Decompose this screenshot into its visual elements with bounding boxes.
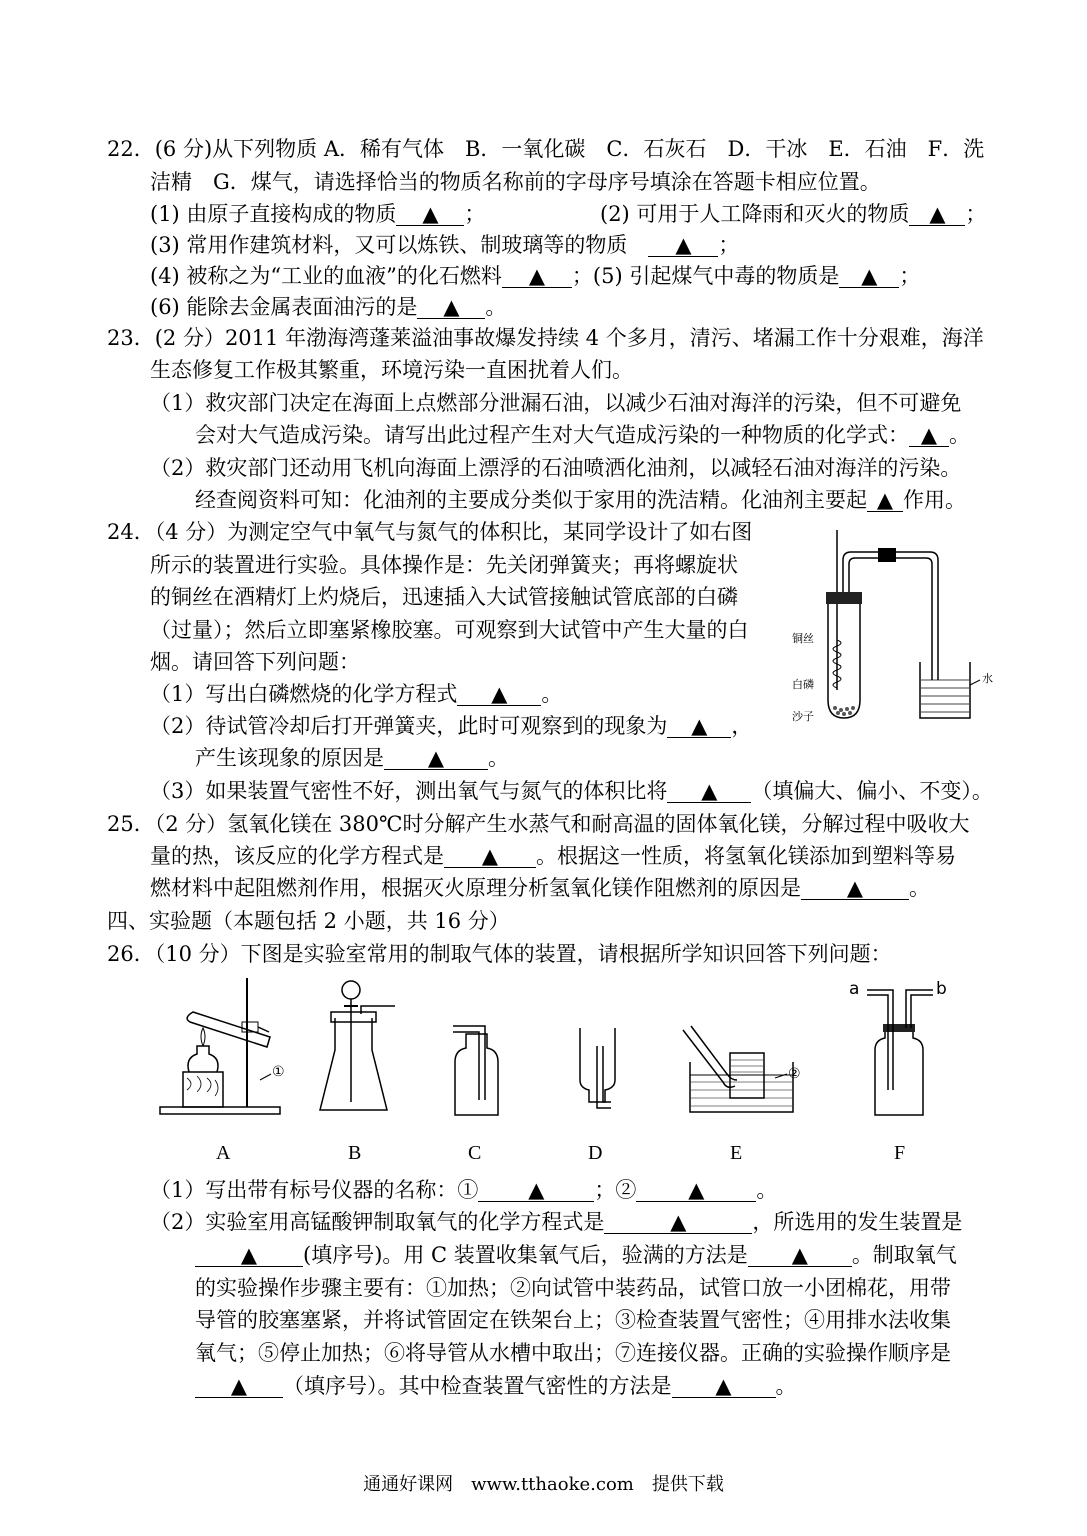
answer-blank[interactable]: ▲	[195, 1376, 283, 1398]
q23-sub1b: 会对大气造成污染。请写出此过程产生对大气造成污染的一种物质的化学式： ▲ 。	[195, 423, 970, 447]
answer-blank[interactable]: ▲	[636, 1180, 756, 1202]
answer-blank[interactable]: ▲	[648, 235, 718, 257]
label-e: E	[730, 1142, 743, 1164]
apparatus-a-icon	[160, 978, 285, 1114]
q24-sub2a: （2）待试管冷却后打开弹簧夹，此时可观察到的现象为 ▲ ，	[150, 714, 753, 738]
q23-line2: 生态修复工作极其繁重，环境污染一直困扰着人们。	[150, 358, 633, 382]
answer-blank[interactable]: ▲	[396, 204, 464, 226]
q25-line2b-text: 。根据这一性质，将氢氧化镁添加到塑料等易	[536, 844, 956, 868]
q23-sub2c-text: 作用。	[903, 488, 966, 512]
q22-sub5-text: (5) 引起煤气中毒的物质是	[592, 264, 840, 288]
q22-sub4-text: (4) 被称之为“工业的血液”的化石燃料	[150, 264, 502, 288]
q26-sub2b	[195, 1245, 957, 1267]
q25-line3-text: 燃材料中起阻燃剂作用，根据灭火原理分析氢氧化镁作阻燃剂的原因是	[150, 876, 801, 900]
q23-sub1b-text: 会对大气造成污染。请写出此过程产生对大气造成污染的一种物质的化学式：	[195, 423, 909, 447]
q22-sub3-text: (3) 常用作建筑材料，又可以炼铁、制玻璃等的物质	[150, 233, 628, 257]
q24-line5: 烟。请回答下列问题：	[150, 650, 360, 674]
q25-line2a-text: 量的热，该反应的化学方程式是	[150, 844, 444, 868]
q23-sub1a: （1）救灾部门决定在海面上点燃部分泄漏石油，以减少石油对海洋的污染，但不可避免	[150, 391, 962, 415]
label-phosphorus: 白磷	[792, 678, 814, 691]
answer-blank[interactable]: ▲	[667, 781, 751, 803]
q26-sub1: （1）写出带有标号仪器的名称：① ▲ ；② ▲ 。	[150, 1178, 778, 1202]
q22-sub4: (4) 被称之为“工业的血液”的化石燃料 ▲ ；(5) 引起煤气中毒的物质是 ▲ ；	[150, 264, 921, 288]
answer-blank[interactable]: ▲	[839, 266, 899, 288]
beaker-icon	[920, 662, 970, 718]
q26-sub2e: 氧气；⑤停止加热；⑥将导管从水槽中取出；⑦连接仪器。正确的实验操作顺序是	[195, 1341, 951, 1365]
marker-1: ①	[272, 1064, 285, 1080]
marker-2: ②	[788, 1066, 801, 1082]
q23-sub2b-text: 经查阅资料可知：化油剂的主要成分类似于家用的洗洁精。化油剂主要起	[195, 488, 867, 512]
label-copper: 铜丝	[792, 632, 814, 645]
q22-sub2: (2) 可用于人工降雨和灭火的物质 ▲ ；	[600, 202, 987, 226]
q24-sub2b: 产生该现象的原因是 ▲ 。	[195, 746, 509, 770]
q26-sub1b-text: ；②	[594, 1178, 637, 1202]
q24-sub2a-text: （2）待试管冷却后打开弹簧夹，此时可观察到的现象为	[150, 714, 668, 738]
section-heading: 四、实验题（本题包括 2 小题，共 16 分）	[107, 909, 510, 933]
q26-sub2b2-text: 。制取氧气	[851, 1243, 957, 1267]
answer-blank[interactable]: ▲	[909, 204, 965, 226]
q26-sub2a2-text: ，所选用的发生装置是	[752, 1210, 963, 1234]
apparatus-f-icon	[849, 979, 947, 1115]
page-footer: 通通好课网 www.tthaoke.com 提供下载	[363, 1474, 724, 1495]
q22-sub1-text: (1) 由原子直接构成的物质	[150, 202, 397, 226]
answer-blank[interactable]: ▲	[502, 266, 572, 288]
answer-blank[interactable]: ▲	[672, 1376, 776, 1398]
label-sand: 沙子	[792, 710, 814, 723]
q25-line3: 燃材料中起阻燃剂作用，根据灭火原理分析氢氧化镁作阻燃剂的原因是 ▲ 。	[150, 876, 930, 900]
q26-sub2c: 的实验操作步骤主要有：①加热；②向试管中装药品，试管口放一小团棉花，用带	[195, 1276, 951, 1300]
label-d: D	[588, 1142, 603, 1164]
q24-sub3-text: （3）如果装置气密性不好，测出氧气与氮气的体积比将	[150, 779, 668, 803]
q24-line2: 所示的装置进行实验。具体操作是：先关闭弹簧夹；再将螺旋状	[150, 553, 738, 577]
answer-blank[interactable]: ▲	[195, 1245, 303, 1267]
answer-blank[interactable]: ▲	[478, 1180, 594, 1202]
q22-sub3: (3) 常用作建筑材料，又可以炼铁、制玻璃等的物质 ▲ ；	[150, 233, 740, 257]
answer-blank[interactable]: ▲	[909, 425, 949, 447]
apparatus-d-icon	[580, 1028, 615, 1108]
q22-sub6-text: (6) 能除去金属表面油污的是	[150, 295, 418, 319]
answer-blank[interactable]: ▲	[604, 1212, 752, 1234]
q22-sub2-text: (2) 可用于人工降雨和灭火的物质	[600, 202, 910, 226]
label-f: F	[894, 1142, 906, 1164]
port-b: b	[936, 979, 947, 999]
q22-line1: 22．(6 分)从下列物质 A．稀有气体 B．一氧化碳 C．石灰石 D．干冰 E．石油 F．洗	[107, 137, 985, 161]
q24-sub1-text: （1）写出白磷燃烧的化学方程式	[150, 682, 458, 706]
q22-sub6: (6) 能除去金属表面油污的是 ▲ 。	[150, 295, 507, 319]
answer-blank[interactable]: ▲	[384, 748, 488, 770]
port-a: a	[849, 979, 860, 999]
q22-line2: 洁精 G．煤气，请选择恰当的物质名称前的字母序号填涂在答题卡相应位置。	[150, 170, 881, 194]
q26-sub2b-text: (填序号)。用 C 装置收集氧气后，验满的方法是	[303, 1243, 748, 1267]
answer-blank[interactable]: ▲	[457, 684, 541, 706]
q24-sub3b-text: （填偏大、偏小、不变）。	[751, 779, 993, 803]
q25-line1: 25．（2 分）氢氧化镁在 380℃时分解产生水蒸气和耐高温的固体氧化镁，分解过程中吸收大	[107, 812, 970, 836]
q26-line1: 26．（10 分）下图是实验室常用的制取气体的装置，请根据所学知识回答下列问题：	[107, 942, 892, 966]
answer-blank[interactable]: ▲	[444, 846, 536, 868]
q24-apparatus-figure	[780, 520, 1000, 735]
label-water: 水	[982, 672, 993, 685]
q26-sub1-text: （1）写出带有标号仪器的名称：①	[150, 1178, 479, 1202]
q24-line1: 24．（4 分）为测定空气中氧气与氮气的体积比，某同学设计了如右图	[107, 520, 753, 544]
apparatus-e-icon	[683, 1026, 801, 1112]
answer-blank[interactable]: ▲	[801, 878, 909, 900]
apparatus-c-icon	[453, 1026, 498, 1115]
q23-sub2b	[195, 490, 966, 512]
apparatus-b-icon	[320, 981, 395, 1110]
q26-sub2a	[150, 1212, 962, 1234]
q24-sub1: （1）写出白磷燃烧的化学方程式 ▲ 。	[150, 682, 563, 706]
q26-sub2a-text: （2）实验室用高锰酸钾制取氧气的化学方程式是	[150, 1210, 605, 1234]
spring-clip-icon[interactable]	[878, 548, 896, 562]
q23-sub2a: （2）救灾部门还动用飞机向海面上漂浮的石油喷洒化油剂，以减轻石油对海洋的污染。	[150, 456, 962, 480]
answer-blank[interactable]: ▲	[748, 1245, 852, 1267]
answer-blank[interactable]: ▲	[867, 490, 903, 512]
q23-line1: 23．(2 分）2011 年渤海湾蓬莱溢油事故爆发持续 4 个多月，清污、堵漏工作十分艰难，海洋	[107, 326, 984, 350]
q24-line4: （过量）；然后立即塞紧橡胶塞。可观察到大试管中产生大量的白	[150, 618, 749, 642]
q25-line2	[150, 846, 956, 868]
label-c: C	[468, 1142, 482, 1164]
q26-apparatus-figure	[155, 970, 947, 1130]
q22-sub1: (1) 由原子直接构成的物质 ▲ ；	[150, 202, 486, 226]
q26-sub2f-text: （填序号）。其中检查装置气密性的方法是	[283, 1374, 672, 1398]
q26-sub2d: 导管的胶塞塞紧，并将试管固定在铁架台上；③检查装置气密性；④用排水法收集	[195, 1308, 951, 1332]
label-b: B	[348, 1142, 362, 1164]
q24-sub2b-text: 产生该现象的原因是	[195, 746, 384, 770]
answer-blank[interactable]: ▲	[417, 297, 485, 319]
q24-sub3	[150, 781, 993, 803]
label-a: A	[216, 1142, 231, 1164]
answer-blank[interactable]: ▲	[667, 716, 731, 738]
q26-sub2f: ▲ （填序号）。其中检查装置气密性的方法是 ▲ 。	[195, 1376, 797, 1398]
q24-line3: 的铜丝在酒精灯上灼烧后，迅速插入大试管接触试管底部的白磷	[150, 585, 738, 609]
